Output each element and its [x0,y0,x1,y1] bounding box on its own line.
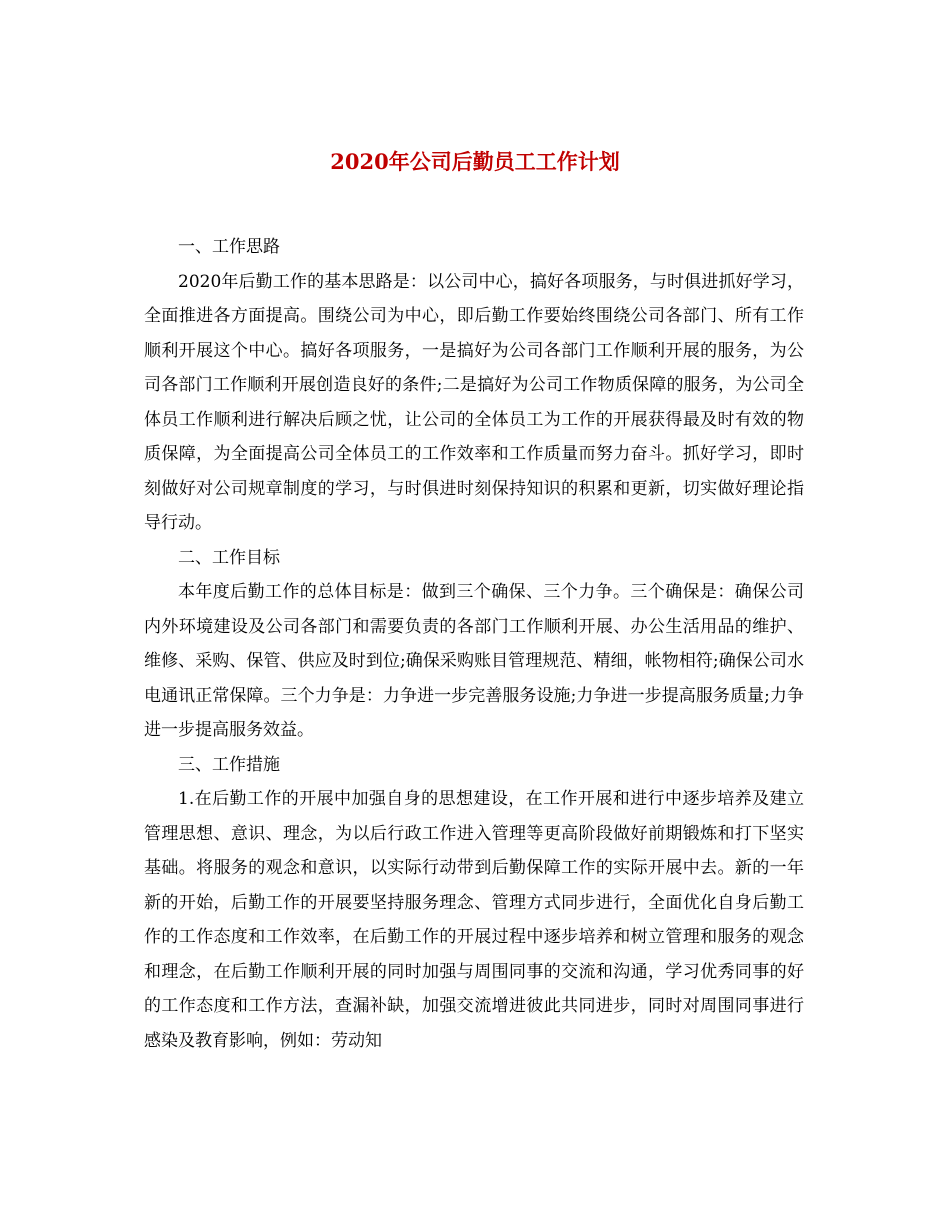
section-paragraph-3: 1.在后勤工作的开展中加强自身的思想建设，在工作开展和进行中逐步培养及建立管理思想、意识、理念，为以后行政工作进入管理等更高阶段做好前期锻炼和打下坚实基础。将服务的观念和意识，以实际行动带到后勤保障工作的实际开展中去。新的一年新的开始，后勤工作的开展要坚持服务理念、管理方式同步进行，全面优化自身后勤工作的工作态度和工作效率，在后勤工作的开展过程中逐步培养和树立管理和服务的观念和理念，在后勤工作顺利开展的同时加强与周围同事的交流和沟通，学习优秀同事的好的工作态度和工作方法，查漏补缺，加强交流增进彼此共同进步，同时对周围同事进行感染及教育影响，例如：劳动知 [144,789,804,1051]
section-paragraph-1: 2020年后勤工作的基本思路是：以公司中心，搞好各项服务，与时俱进抓好学习，全面推进各方面提高。围绕公司为中心，即后勤工作要始终围绕公司各部门、所有工作顺利开展这个中心。搞好各项服务，一是搞好为公司各部门工作顺利开展的服务，为公司各部门工作顺利开展创造良好的条件;二是搞好为公司工作物质保障的服务，为公司全体员工作顺利进行解决后顾之忧，让公司的全体员工为工作的开展获得最及时有效的物质保障，为全面提高公司全体员工的工作效率和工作质量而努力奋斗。抓好学习，即时刻做好对公司规章制度的学习，与时俱进时刻保持知识的积累和更新，切实做好理论指导行动。 [144,271,804,533]
section-heading-3: 三、工作措施 [178,754,280,775]
section-paragraph-2: 本年度后勤工作的总体目标是：做到三个确保、三个力争。三个确保是：确保公司内外环境建设及公司各部门和需要负责的各部门工作顺利开展、办公生活用品的维护、维修、采购、保管、供应及时到位;确保采购账目管理规范、精细，帐物相符;确保公司水电通讯正常保障。三个力争是：力争进一步完善服务设施;力争进一步提高服务质量;力争进一步提高服务效益。 [144,582,804,740]
section-heading-2: 二、工作目标 [178,547,280,568]
section-heading-1: 一、工作思路 [178,237,280,257]
document-title: 2020年公司后勤员工工作计划 [330,149,620,174]
document-body [144,230,804,1058]
